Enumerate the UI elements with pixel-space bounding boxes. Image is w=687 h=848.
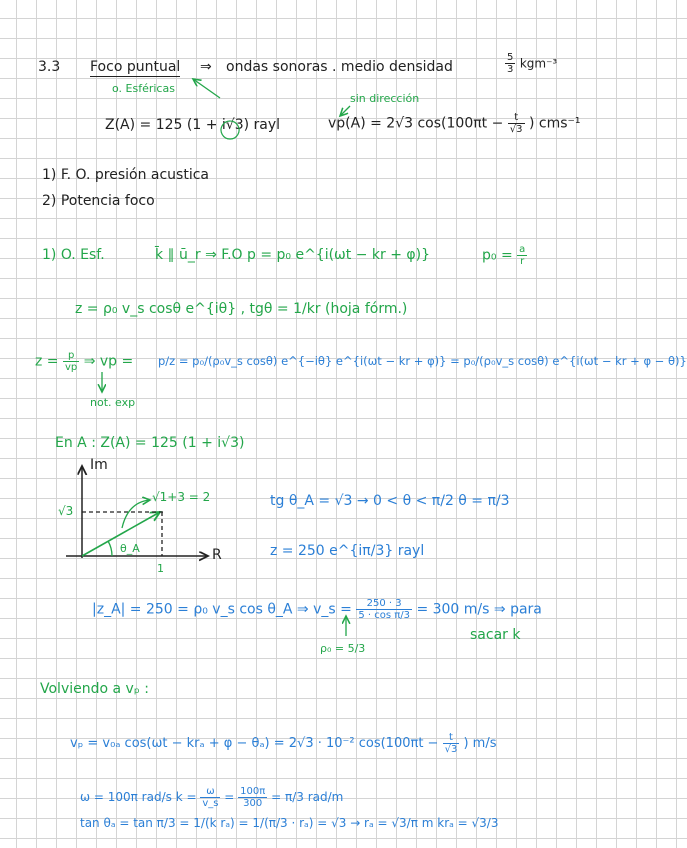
title-underlined: Foco puntual xyxy=(90,59,181,75)
rho-note: ρ₀ = 5/3 xyxy=(320,642,366,655)
label-theta-a: θ_A xyxy=(120,542,140,555)
density-value: $\frac{5}{3}$ kgm⁻³ xyxy=(507,52,558,75)
theta-arc xyxy=(108,541,112,556)
circled-i xyxy=(221,121,239,139)
section-number: 3.3 xyxy=(38,59,61,75)
label-one: 1 xyxy=(157,562,164,575)
implies-arrow: ⇒ xyxy=(200,59,212,75)
solution-label: 1) O. Esf. xyxy=(42,247,105,263)
esfericas-pointer xyxy=(193,79,220,98)
axis-label-im: Im xyxy=(90,457,108,473)
impedance-at-a: En A : Z(A) = 125 (1 + i√3) xyxy=(55,435,245,451)
sin-direccion-pointer xyxy=(340,106,350,116)
vp-final: vₚ = v₀ₐ cos(ωt − krₐ + φ − θₐ) = 2√3 · 10⁻² cos(100πt − $\frac{t}{√3}$ ) m/s xyxy=(70,732,497,755)
p0-definition: p₀ = $\frac{a}{r}$ xyxy=(482,244,526,267)
note-not-exp: not. exp xyxy=(90,396,136,409)
impedance-formula: z = ρ₀ v_s cosθ e^{iθ} , tgθ = 1/kr (hoja fórm.) xyxy=(75,301,408,317)
title-rest: ondas sonoras . medio densidad xyxy=(226,59,453,75)
omega-k-line: ω = 100π rad/s k = $\frac{\omega}{v\_s}$ = $\frac{100\pi}{300}$ = π/3 rad/m xyxy=(80,786,344,809)
velocity-equation: vp(A) = 2√3 cos(100πt − $\frac{t}{√3}$ ) cms⁻¹ xyxy=(328,112,581,135)
impedance-equation: Z(A) = 125 (1 + i√3) rayl xyxy=(105,117,281,133)
solution-relation: k̄ ∥ ū_r ⇒ F.O p = p₀ e^{i(ωt − kr + φ)} xyxy=(155,247,431,263)
z-ratio: z = $\frac{p}{vp}$ ⇒ vp = xyxy=(35,350,134,373)
volviendo-heading: Volviendo a vₚ : xyxy=(40,681,149,697)
z-polar-form: z = 250 e^{iπ/3} rayl xyxy=(270,543,425,559)
tan-ra-line: tan θₐ = tan π/3 = 1/(k rₐ) = 1/(π/3 · rₐ) = √3 → rₐ = √3/π m krₐ = √3/3 xyxy=(80,816,499,830)
question-2: 2) Potencia foco xyxy=(42,193,155,209)
label-sqrt3: √3 xyxy=(58,504,74,518)
modulus-pointer xyxy=(122,500,150,528)
axis-label-re: R xyxy=(212,547,222,563)
vp-expression: p/z = p₀/(ρ₀v_s cosθ) e^{−iθ} e^{i(ωt − kr + φ)} = p₀/(ρ₀v_s cosθ) e^{i(ωt − kr + φ − θ)} xyxy=(158,354,687,368)
label-modulus: √1+3 = 2 xyxy=(152,490,211,504)
note-esfericas: o. Esféricas xyxy=(112,82,175,95)
sacar-k-note: sacar k xyxy=(470,627,521,643)
tan-theta-line: tg θ_A = √3 → 0 < θ < π/2 θ = π/3 xyxy=(270,493,510,509)
question-1: 1) F. O. presión acustica xyxy=(42,167,209,183)
modulus-line: |z_A| = 250 = ρ₀ v_s cos θ_A ⇒ v_s = $\frac{250 \cdot 3}{\text{5 · cos π/3}}$ = 300 m/s ⇒ para xyxy=(92,598,542,621)
note-sin-direccion: sin dirección xyxy=(350,92,420,105)
